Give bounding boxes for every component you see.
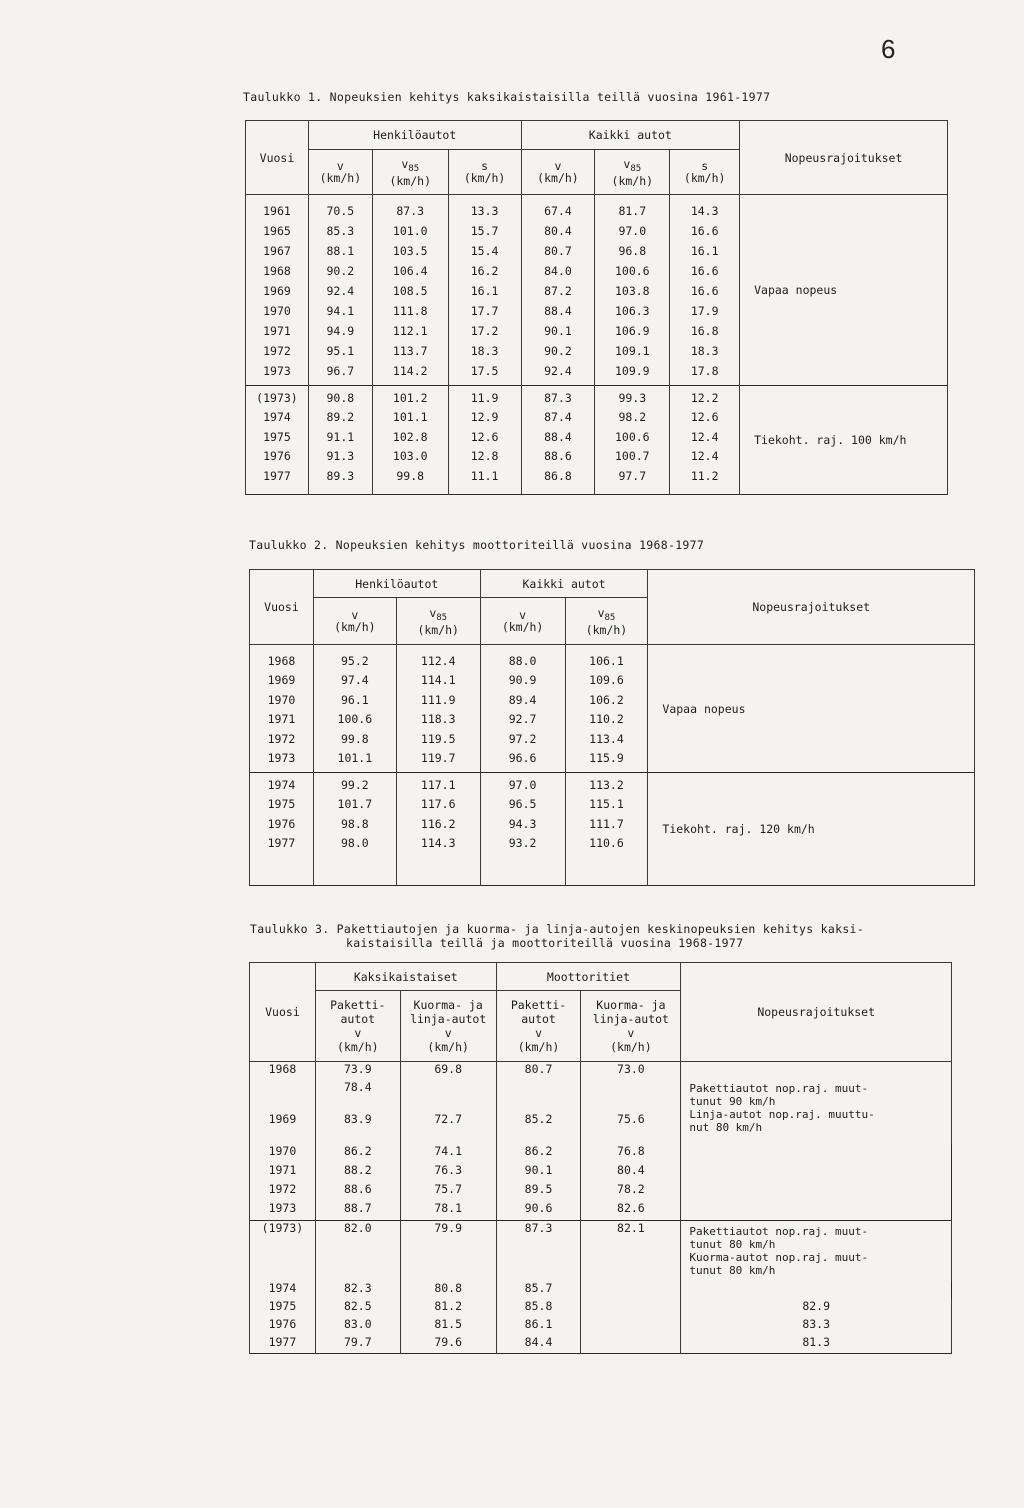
value-cell: 82.5 xyxy=(315,1299,400,1317)
table-row xyxy=(246,195,948,222)
table-row xyxy=(250,1144,952,1163)
value-cell: 101.2 xyxy=(372,386,448,408)
table-row xyxy=(250,1163,952,1182)
year-cell: 1976 xyxy=(250,1317,316,1335)
value-cell: 17.9 xyxy=(670,301,740,321)
value-cell: 85.2 xyxy=(496,1112,581,1144)
table1 xyxy=(245,120,948,495)
year-cell: 1973 xyxy=(250,1201,316,1221)
value-cell: 98.2 xyxy=(595,408,670,428)
t1-h-s: s (km/h) xyxy=(448,150,521,195)
value-cell: 88.6 xyxy=(521,447,595,467)
year-cell: (1973) xyxy=(246,386,309,408)
table3 xyxy=(249,962,952,1354)
value-cell: 74.1 xyxy=(400,1144,496,1163)
year-cell: 1977 xyxy=(250,834,314,886)
year-cell: 1973 xyxy=(250,749,314,773)
value-cell: 89.3 xyxy=(308,466,372,494)
table-row xyxy=(250,1201,952,1221)
value-cell: 75.6 xyxy=(581,1112,681,1144)
t3-header-limits: Nopeusrajoitukset xyxy=(681,963,952,1062)
value-cell: 111.9 xyxy=(396,690,480,710)
table3-caption-line1: Taulukko 3. Pakettiautojen ja kuorma- ja linja-autojen keskinopeuksien kehitys kaksi- xyxy=(250,922,865,936)
value-cell: 69.8 xyxy=(400,1062,496,1081)
t2-header-year: Vuosi xyxy=(250,570,314,645)
t1-h-v: v (km/h) xyxy=(308,150,372,195)
value-cell: 76.3 xyxy=(400,1163,496,1182)
value-cell: 16.6 xyxy=(670,281,740,301)
value-cell: 76.8 xyxy=(581,1144,681,1163)
value-cell: 101.7 xyxy=(313,795,396,815)
value-cell: 109.1 xyxy=(595,341,670,361)
value-cell: 85.7 xyxy=(496,1281,581,1299)
value-cell: 82.6 xyxy=(581,1201,681,1221)
t1-h-s2: s (km/h) xyxy=(670,150,740,195)
value-cell: 100.6 xyxy=(595,261,670,281)
value-cell: 12.8 xyxy=(448,447,521,467)
value-cell: 67.4 xyxy=(521,195,595,222)
value-cell: 97.0 xyxy=(595,221,670,241)
year-cell: 1969 xyxy=(246,281,309,301)
year-cell: 1969 xyxy=(250,1112,316,1144)
value-cell xyxy=(400,1080,496,1112)
value-cell: 16.6 xyxy=(670,261,740,281)
value-cell: 91.3 xyxy=(308,447,372,467)
value-cell: 80.7 xyxy=(521,241,595,261)
value-cell: 90.1 xyxy=(521,321,595,341)
value-cell: 17.8 xyxy=(670,361,740,386)
value-cell: 94.9 xyxy=(308,321,372,341)
value-cell: 72.7 xyxy=(400,1112,496,1144)
year-cell: 1961 xyxy=(246,195,309,222)
table3-caption-line2: kaistaisilla teillä ja moottoriteillä vuosina 1968-1977 xyxy=(346,936,744,950)
t1-header-group1: Henkilöautot xyxy=(308,121,521,150)
t2-header-group2: Kaikki autot xyxy=(480,570,648,598)
t2-block1 xyxy=(250,645,975,773)
value-cell: 12.2 xyxy=(670,386,740,408)
value-cell: 87.2 xyxy=(521,281,595,301)
value-cell: 111.7 xyxy=(565,814,648,834)
table-row xyxy=(250,1281,952,1299)
value-cell: 90.2 xyxy=(308,261,372,281)
value-cell: 103.5 xyxy=(372,241,448,261)
value-cell: 112.4 xyxy=(396,645,480,671)
value-cell: 78.2 xyxy=(581,1182,681,1201)
value-cell: 106.9 xyxy=(595,321,670,341)
t3-h-kuorma2: Kuorma- ja linja-autot v (km/h) xyxy=(581,991,681,1062)
value-cell: 109.9 xyxy=(595,361,670,386)
t2-h-v2: v (km/h) xyxy=(480,598,565,645)
value-cell: 88.1 xyxy=(308,241,372,261)
value-cell: 96.5 xyxy=(480,795,565,815)
value-cell: 87.3 xyxy=(521,386,595,408)
t1-h-v85: $v_{85}$ (km/h) xyxy=(372,150,448,195)
value-cell: 113.7 xyxy=(372,341,448,361)
value-cell: 113.2 xyxy=(565,773,648,795)
t2-h-v85-2: $v_{85}$ (km/h) xyxy=(565,598,648,645)
value-cell: 79.6 xyxy=(400,1335,496,1354)
value-cell: 12.6 xyxy=(670,408,740,428)
value-cell: 116.2 xyxy=(396,814,480,834)
value-cell: 119.5 xyxy=(396,729,480,749)
value-cell xyxy=(581,1080,681,1112)
value-cell: 97.0 xyxy=(480,773,565,795)
value-cell: 81.2 xyxy=(400,1299,496,1317)
value-cell: 94.3 xyxy=(480,814,565,834)
value-cell: 113.4 xyxy=(565,729,648,749)
value-cell: 82.3 xyxy=(315,1281,400,1299)
value-cell: 87.4 xyxy=(521,408,595,428)
value-cell: 16.1 xyxy=(670,241,740,261)
table2 xyxy=(249,569,975,886)
value-cell: 82.0 xyxy=(315,1221,400,1282)
value-cell: 86.2 xyxy=(496,1144,581,1163)
value-cell: 118.3 xyxy=(396,710,480,730)
value-cell: 96.8 xyxy=(595,241,670,261)
year-cell: 1974 xyxy=(250,1281,316,1299)
value-cell: 14.3 xyxy=(670,195,740,222)
value-cell: 86.1 xyxy=(496,1317,581,1335)
value-cell: 101.1 xyxy=(313,749,396,773)
value-cell: 87.3 xyxy=(496,1221,581,1282)
table-row xyxy=(250,645,975,671)
value-cell: 88.4 xyxy=(521,301,595,321)
value-cell: 115.9 xyxy=(565,749,648,773)
year-cell: 1976 xyxy=(250,814,314,834)
value-cell: 15.4 xyxy=(448,241,521,261)
value-cell: 16.1 xyxy=(448,281,521,301)
value-cell: 100.6 xyxy=(313,710,396,730)
value-cell: 102.8 xyxy=(372,427,448,447)
year-cell: 1965 xyxy=(246,221,309,241)
t2-header-group1: Henkilöautot xyxy=(313,570,480,598)
value-cell: 110.2 xyxy=(565,710,648,730)
value-cell: 86.8 xyxy=(521,466,595,494)
value-cell: 88.7 xyxy=(315,1201,400,1221)
year-cell: 1974 xyxy=(250,773,314,795)
value-cell: 110.6 xyxy=(565,834,648,886)
year-cell: 1968 xyxy=(250,1062,316,1081)
value-cell: 101.1 xyxy=(372,408,448,428)
value-cell: 12.4 xyxy=(670,447,740,467)
value-cell: 90.1 xyxy=(496,1163,581,1182)
value-cell: 81.7 xyxy=(595,195,670,222)
value-cell: 12.4 xyxy=(670,427,740,447)
value-cell: 88.2 xyxy=(315,1163,400,1182)
table-row xyxy=(250,773,975,795)
value-cell: 94.1 xyxy=(308,301,372,321)
value-cell: 111.8 xyxy=(372,301,448,321)
table-row xyxy=(246,386,948,408)
year-cell: 1971 xyxy=(250,1163,316,1182)
value-cell: 18.3 xyxy=(448,341,521,361)
value-cell: 117.1 xyxy=(396,773,480,795)
t1-h-v2: v (km/h) xyxy=(521,150,595,195)
value-cell: 89.4 xyxy=(480,690,565,710)
year-cell: 1973 xyxy=(246,361,309,386)
year-cell xyxy=(250,1080,316,1112)
speed-limit-note: Vapaa nopeus xyxy=(740,195,948,386)
t1-header-group2: Kaikki autot xyxy=(521,121,740,150)
value-cell: 90.8 xyxy=(308,386,372,408)
value-cell: 17.5 xyxy=(448,361,521,386)
value-cell: 83.9 xyxy=(315,1112,400,1144)
value-cell: 16.8 xyxy=(670,321,740,341)
value-cell: 96.6 xyxy=(480,749,565,773)
value-cell: 75.7 xyxy=(400,1182,496,1201)
value-cell: 11.1 xyxy=(448,466,521,494)
year-cell: 1974 xyxy=(246,408,309,428)
value-cell: 73.9 xyxy=(315,1062,400,1081)
value-cell: 12.9 xyxy=(448,408,521,428)
value-cell: 81.5 xyxy=(400,1317,496,1335)
table-row xyxy=(250,1062,952,1081)
t1-header-year: Vuosi xyxy=(246,121,309,195)
year-cell: 1970 xyxy=(246,301,309,321)
value-cell: 92.4 xyxy=(521,361,595,386)
value-cell: 95.2 xyxy=(313,645,396,671)
t1-h-v85-2: $v_{85}$ (km/h) xyxy=(595,150,670,195)
t3-h-paketti2: Paketti- autot v (km/h) xyxy=(496,991,581,1062)
year-cell: (1973) xyxy=(250,1221,316,1282)
value-cell: 73.0 xyxy=(581,1062,681,1081)
year-cell: 1971 xyxy=(250,710,314,730)
value-cell: 103.8 xyxy=(595,281,670,301)
t2-h-v: v (km/h) xyxy=(313,598,396,645)
value-cell: 84.4 xyxy=(496,1335,581,1354)
year-cell: 1972 xyxy=(246,341,309,361)
value-cell: 88.0 xyxy=(480,645,565,671)
value-cell: 97.2 xyxy=(480,729,565,749)
value-cell: 96.7 xyxy=(308,361,372,386)
t2-header-limits: Nopeusrajoitukset xyxy=(648,570,975,645)
value-cell: 11.9 xyxy=(448,386,521,408)
value-cell: 79.7 xyxy=(315,1335,400,1354)
value-cell: 84.0 xyxy=(521,261,595,281)
value-cell: 80.8 xyxy=(400,1281,496,1299)
year-cell: 1975 xyxy=(250,795,314,815)
year-cell: 1970 xyxy=(250,690,314,710)
value-cell: 99.2 xyxy=(313,773,396,795)
value-cell: 106.1 xyxy=(565,645,648,671)
value-cell: 90.2 xyxy=(521,341,595,361)
value-cell: 97.4 xyxy=(313,671,396,691)
value-cell: 106.4 xyxy=(372,261,448,281)
value-cell: 114.1 xyxy=(396,671,480,691)
value-cell xyxy=(581,1281,681,1354)
value-cell: 86.2 xyxy=(315,1144,400,1163)
t2-h-v85: $v_{85}$ (km/h) xyxy=(396,598,480,645)
value-cell: 70.5 xyxy=(308,195,372,222)
table-row xyxy=(250,1182,952,1201)
value-cell: 114.3 xyxy=(396,834,480,886)
value-cell: 103.0 xyxy=(372,447,448,467)
value-cell: 109.6 xyxy=(565,671,648,691)
value-cell: 80.7 xyxy=(496,1062,581,1081)
value-cell: 90.6 xyxy=(496,1201,581,1221)
value-cell: 15.7 xyxy=(448,221,521,241)
value-cell: 92.4 xyxy=(308,281,372,301)
value-cell: 17.7 xyxy=(448,301,521,321)
value-cell: 85.3 xyxy=(308,221,372,241)
value-cell: 98.8 xyxy=(313,814,396,834)
value-cell: 78.1 xyxy=(400,1201,496,1221)
value-cell: 106.3 xyxy=(595,301,670,321)
value-cell xyxy=(496,1080,581,1112)
value-cell: 17.2 xyxy=(448,321,521,341)
t1-block1 xyxy=(246,195,948,386)
value-cell: 80.4 xyxy=(521,221,595,241)
year-cell: 1977 xyxy=(250,1335,316,1354)
value-cell: 89.2 xyxy=(308,408,372,428)
year-cell: 1976 xyxy=(246,447,309,467)
value-cell: 83.3 xyxy=(681,1317,952,1335)
value-cell: 82.9 xyxy=(681,1299,952,1317)
value-cell: 100.7 xyxy=(595,447,670,467)
value-cell: 81.3 xyxy=(681,1335,952,1354)
t3-h-paketti: Paketti- autot v (km/h) xyxy=(315,991,400,1062)
value-cell: 117.6 xyxy=(396,795,480,815)
value-cell: 97.7 xyxy=(595,466,670,494)
value-cell: 115.1 xyxy=(565,795,648,815)
page-number: 6 xyxy=(881,34,896,64)
t1-header-limits: Nopeusrajoitukset xyxy=(740,121,948,195)
value-cell: 12.6 xyxy=(448,427,521,447)
value-cell: 119.7 xyxy=(396,749,480,773)
table-row xyxy=(250,1221,952,1282)
value-cell: 90.9 xyxy=(480,671,565,691)
value-cell: 112.1 xyxy=(372,321,448,341)
value-cell: 80.4 xyxy=(581,1163,681,1182)
value-cell: 88.4 xyxy=(521,427,595,447)
value-cell: 95.1 xyxy=(308,341,372,361)
value-cell: 99.3 xyxy=(595,386,670,408)
value-cell: 100.6 xyxy=(595,427,670,447)
value-cell: 13.3 xyxy=(448,195,521,222)
value-cell: 98.0 xyxy=(313,834,396,886)
value-cell: 16.2 xyxy=(448,261,521,281)
year-cell: 1968 xyxy=(250,645,314,671)
t3-h-kuorma: Kuorma- ja linja-autot v (km/h) xyxy=(400,991,496,1062)
t3-body xyxy=(250,1062,952,1354)
t3-header-year: Vuosi xyxy=(250,963,316,1062)
value-cell: 99.8 xyxy=(372,466,448,494)
value-cell: 114.2 xyxy=(372,361,448,386)
value-cell: 78.4 xyxy=(315,1080,400,1112)
year-cell: 1975 xyxy=(250,1299,316,1317)
t3-header-group2: Moottoritiet xyxy=(496,963,681,991)
table2-caption: Taulukko 2. Nopeuksien kehitys moottoriteillä vuosina 1968-1977 xyxy=(249,538,705,552)
year-cell: 1968 xyxy=(246,261,309,281)
value-cell: 99.8 xyxy=(313,729,396,749)
value-cell: 11.2 xyxy=(670,466,740,494)
value-cell: 16.6 xyxy=(670,221,740,241)
value-cell: 108.5 xyxy=(372,281,448,301)
value-cell: 89.5 xyxy=(496,1182,581,1201)
speed-limit-note: Pakettiautot nop.raj. muut- tunut 90 km/h Linja-autot nop.raj. muuttu- nut 80 km/h xyxy=(681,1062,952,1145)
value-cell: 91.1 xyxy=(308,427,372,447)
value-cell: 83.0 xyxy=(315,1317,400,1335)
t3-header-group1: Kaksikaistaiset xyxy=(315,963,496,991)
year-cell: 1970 xyxy=(250,1144,316,1163)
value-cell: 96.1 xyxy=(313,690,396,710)
value-cell: 18.3 xyxy=(670,341,740,361)
year-cell: 1972 xyxy=(250,729,314,749)
value-cell: 88.6 xyxy=(315,1182,400,1201)
value-cell: 93.2 xyxy=(480,834,565,886)
speed-limit-note: Pakettiautot nop.raj. muut- tunut 80 km/h Kuorma-autot nop.raj. muut- tunut 80 km/h xyxy=(681,1221,952,1282)
value-cell: 106.2 xyxy=(565,690,648,710)
year-cell: 1972 xyxy=(250,1182,316,1201)
year-cell: 1977 xyxy=(246,466,309,494)
value-cell: 82.1 xyxy=(581,1221,681,1282)
speed-limit-note: Vapaa nopeus xyxy=(648,645,975,773)
t1-block2 xyxy=(246,386,948,495)
value-cell: 92.7 xyxy=(480,710,565,730)
value-cell: 79.9 xyxy=(400,1221,496,1282)
speed-limit-note: Tiekoht. raj. 100 km/h xyxy=(740,386,948,495)
value-cell: 101.0 xyxy=(372,221,448,241)
year-cell: 1969 xyxy=(250,671,314,691)
t2-block2 xyxy=(250,773,975,886)
value-cell: 87.3 xyxy=(372,195,448,222)
year-cell: 1971 xyxy=(246,321,309,341)
value-cell: 85.8 xyxy=(496,1299,581,1317)
year-cell: 1975 xyxy=(246,427,309,447)
speed-limit-note: Tiekoht. raj. 120 km/h xyxy=(648,773,975,886)
table1-caption: Taulukko 1. Nopeuksien kehitys kaksikaistaisilla teillä vuosina 1961-1977 xyxy=(243,90,771,104)
year-cell: 1967 xyxy=(246,241,309,261)
